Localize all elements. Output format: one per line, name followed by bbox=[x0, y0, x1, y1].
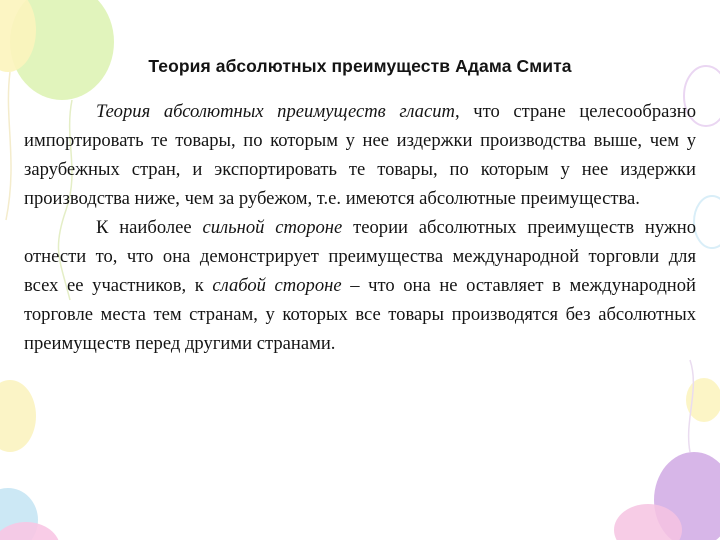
paragraph-strengths-weaknesses bbox=[24, 213, 696, 358]
paragraph-definition bbox=[24, 97, 696, 213]
italic-lead-text: Теория абсолютных преимуществ гласит bbox=[96, 101, 455, 122]
definition-text: , что стране целесообразно импортировать те товары, по которым у нее издержки производства выше, чем у зарубежных стран, и экспортировать те товары, по которым у нее издержки производства ниже, чем за рубежом, т.е. имеются абсолютные преимущества. bbox=[24, 101, 696, 209]
slide-title: Теория абсолютных преимуществ Адама Смита bbox=[148, 56, 572, 76]
strong-side-text: сильной стороне bbox=[202, 217, 343, 238]
weak-side-text: слабой стороне bbox=[212, 275, 342, 296]
body-text-1: К наиболее bbox=[96, 217, 203, 238]
body-text-3: – что она не оставляет в международной торговле места тем странам, у которых все товары производятся без абсолютных преимуществ перед другими странами. bbox=[24, 275, 696, 354]
body-text-2: теории абсолютных преимуществ нужно отнести то, что она демонстрирует преимущества международной торговли для всех ее участников, к bbox=[24, 217, 697, 296]
yellow-balloon-icon bbox=[0, 380, 36, 452]
slide-content bbox=[24, 56, 696, 358]
yellow-balloon-icon bbox=[686, 378, 720, 422]
blue-balloon-outline-icon bbox=[694, 196, 720, 248]
